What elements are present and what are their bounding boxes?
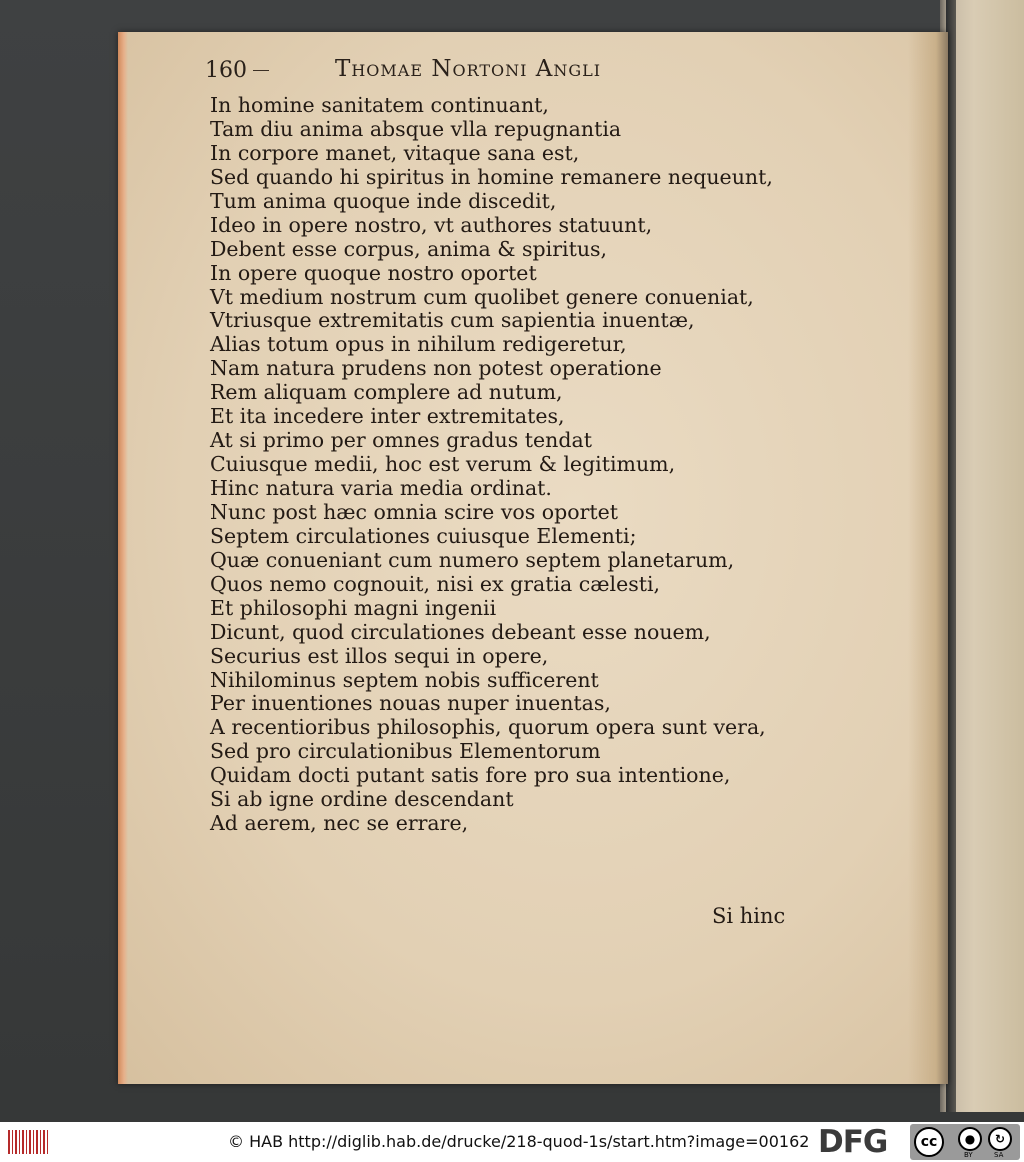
verse-line: At si primo per omnes gradus tendat	[210, 428, 592, 453]
verse-line: Alias totum opus in nihilum redigeretur,	[210, 332, 627, 357]
verse-line: In opere quoque nostro oportet	[210, 260, 537, 285]
verse-line: Vtriusque extremitatis cum sapientia inuentæ,	[210, 308, 695, 333]
verse-line: Rem aliquam complere ad nutum,	[210, 380, 563, 405]
verse-line: Per inuentiones nouas nuper inuentas,	[210, 691, 611, 716]
verse-line: Tum anima quoque inde discedit,	[210, 188, 557, 213]
verse-text	[210, 94, 810, 836]
verse-line: Hinc natura varia media ordinat.	[210, 476, 552, 500]
running-title: Thomae Nortoni Angli	[335, 56, 602, 82]
verse-line: Septem circulationes cuiusque Elementi;	[210, 523, 637, 548]
verse-line: In corpore manet, vitaque sana est,	[210, 140, 580, 165]
verse-line: Quidam docti putant satis fore pro sua intentione,	[210, 763, 731, 788]
header-dash	[253, 70, 269, 71]
verse-line: Dicunt, quod circulationes debeant esse nouem,	[210, 619, 711, 644]
verse-line: Cuiusque medii, hoc est verum & legitimum,	[210, 452, 676, 477]
verse-line: Tam diu anima absque vlla repugnantia	[210, 116, 622, 141]
verse-line: Nam natura prudens non potest operatione	[210, 356, 662, 381]
verse-line: Si ab igne ordine descendant	[210, 787, 514, 812]
page-number: 160	[205, 58, 247, 83]
verse-line: A recentioribus philosophis, quorum opera sunt vera,	[210, 715, 766, 740]
verse-line: Nunc post hæc omnia scire vos oportet	[210, 499, 619, 524]
creative-commons-badge[interactable]	[910, 1124, 1020, 1160]
verse-line: Vt medium nostrum cum quolibet genere conueniat,	[210, 284, 754, 309]
verse-line: Ideo in opere nostro, vt authores statuunt,	[210, 212, 653, 237]
verse-line: Et philosophi magni ingenii	[210, 595, 497, 620]
facing-page-edge	[940, 0, 1024, 1112]
cc-sa-label: SA	[994, 1151, 1004, 1159]
copyright-credit[interactable]: © HAB http://diglib.hab.de/drucke/218-quod-1s/start.htm?image=00162	[228, 1132, 810, 1151]
verse-line: Ad aerem, nec se errare,	[210, 811, 469, 836]
verse-line: Quæ conueniant cum numero septem planetarum,	[210, 547, 735, 572]
hab-barcode-icon	[8, 1130, 48, 1154]
page-gutter	[908, 32, 948, 1084]
verse-line: Nihilominus septem nobis sufficerent	[210, 667, 599, 692]
cc-by-label: BY	[964, 1151, 973, 1159]
cc-icon: cc	[914, 1127, 944, 1157]
page-edge	[118, 32, 128, 1084]
by-person-icon: ●	[958, 1127, 982, 1151]
verse-line: Sed pro circulationibus Elementorum	[210, 739, 601, 764]
share-alike-icon: ↻	[988, 1127, 1012, 1151]
catchword: Si hinc	[712, 904, 786, 928]
page-header	[205, 58, 765, 88]
verse-line: Quos nemo cognouit, nisi ex gratia cælesti,	[210, 571, 661, 596]
verse-line: Et ita incedere inter extremitates,	[210, 404, 565, 429]
verse-line: Securius est illos sequi in opere,	[210, 643, 549, 668]
verse-line: Sed quando hi spiritus in homine remanere nequeunt,	[210, 164, 773, 189]
verse-line: In homine sanitatem continuant,	[210, 93, 549, 117]
dfg-logo: DFG	[818, 1124, 888, 1160]
footer-bar	[0, 1122, 1024, 1162]
verse-line: Debent esse corpus, anima & spiritus,	[210, 236, 608, 261]
